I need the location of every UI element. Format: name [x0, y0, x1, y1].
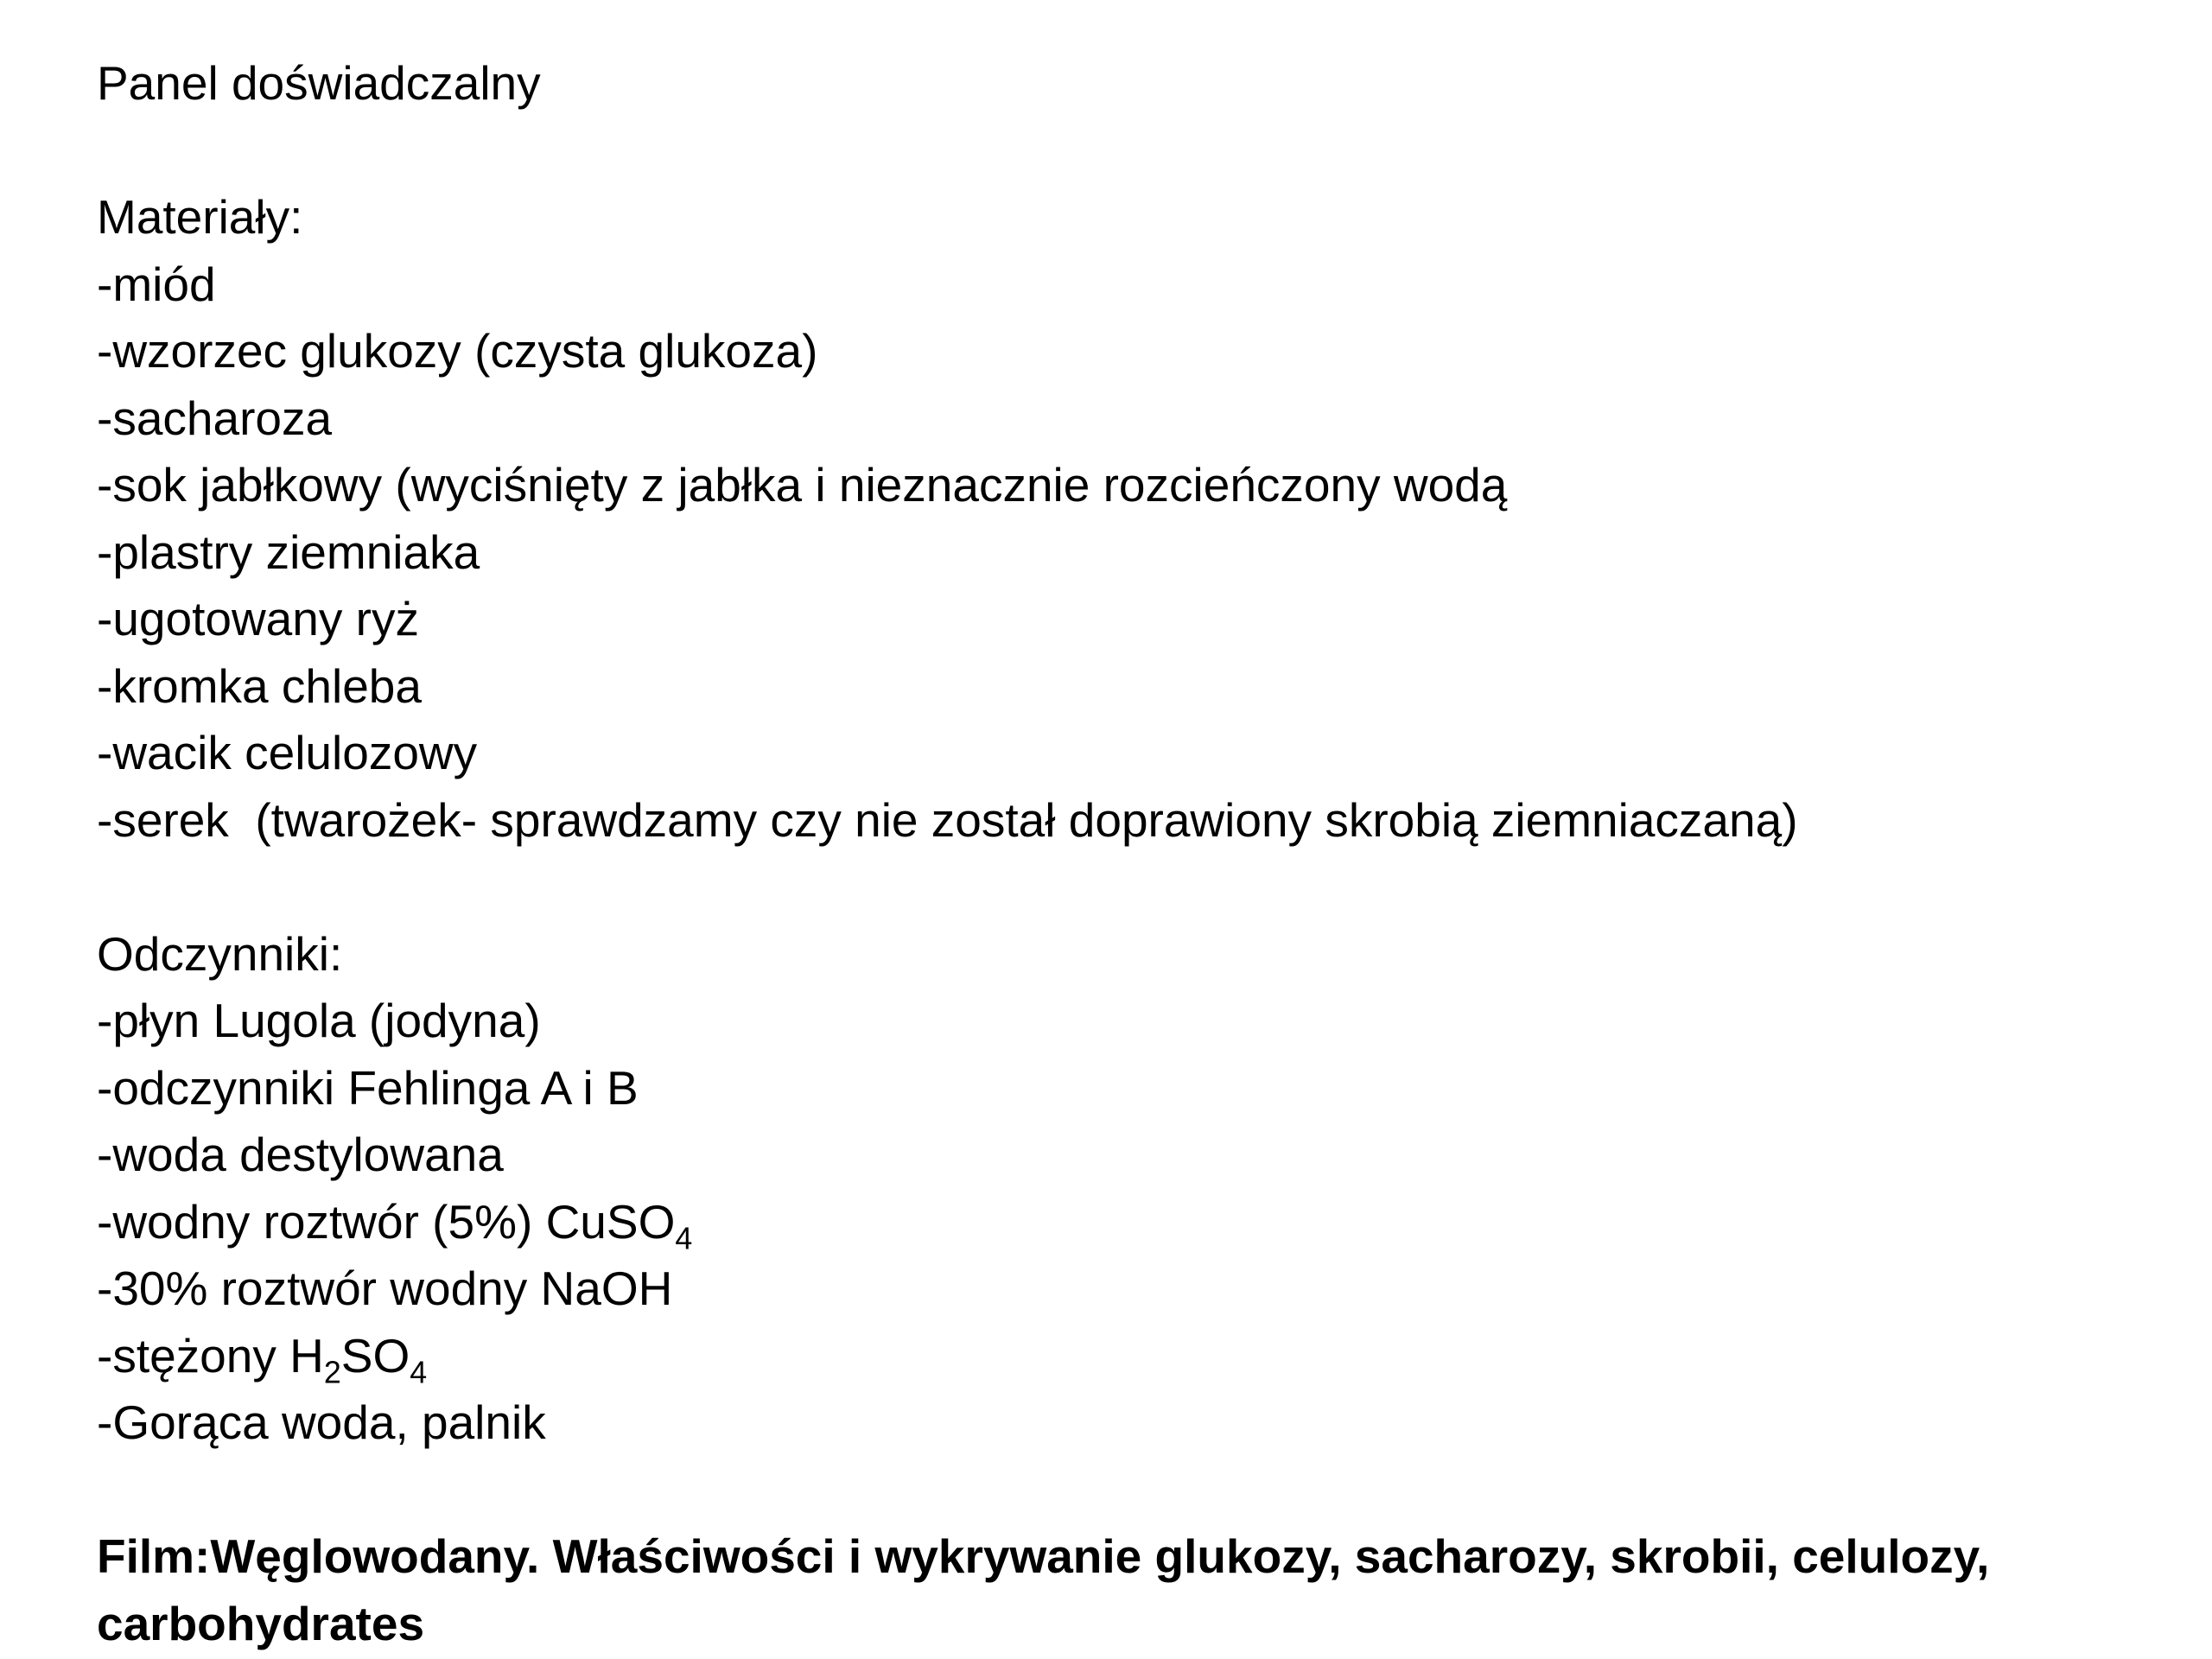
material-item-honey: -miód — [97, 257, 216, 311]
reagent-item-distilled-water: -woda destylowana — [97, 1128, 504, 1181]
reagents-heading: Odczynniki: — [97, 926, 343, 981]
material-item-bread-slice: -kromka chleba — [97, 658, 422, 713]
reagent-item-lugol: -płyn Lugola (jodyna) — [97, 994, 541, 1047]
cuso4-text: -wodny roztwór (5%) CuSO — [97, 1194, 676, 1249]
materials-heading: Materiały: — [97, 190, 303, 244]
material-item-sucrose: -sacharoza — [97, 391, 333, 445]
material-item-cooked-rice: -ugotowany ryż — [97, 592, 419, 645]
spacer — [97, 1457, 2136, 1524]
reagent-item-naoh: -30% roztwór wodny NaOH — [97, 1262, 673, 1315]
h2so4-text-mid: SO — [340, 1328, 410, 1382]
h2so4-subscript-2: 2 — [323, 1355, 341, 1389]
material-item-cheese: -serek (twarożek- sprawdzamy czy nie został doprawiony skrobią ziemniaczaną) — [97, 792, 1798, 847]
material-item-cellulose-swab: -wacik celulozowy — [97, 726, 478, 779]
reagent-item-hot-water: -Gorąca woda, palnik — [97, 1395, 546, 1449]
h2so4-text-prefix: -stężony H — [97, 1328, 324, 1382]
reagent-item-h2so4 — [97, 1323, 2136, 1390]
spacer — [97, 854, 2136, 921]
slide-content — [97, 50, 2136, 1657]
spacer — [97, 118, 2136, 185]
h2so4-subscript-4: 4 — [410, 1355, 428, 1389]
reagent-item-fehling: -odczynniki Fehlinga A i B — [97, 1060, 639, 1115]
reagent-item-cuso4 — [97, 1189, 2136, 1256]
material-item-potato-slices: -plastry ziemniaka — [97, 524, 480, 579]
page-title: Panel doświadczalny — [97, 56, 541, 110]
cuso4-subscript: 4 — [675, 1221, 693, 1255]
film-reference: Film:Węglowodany. Właściwości i wykrywanie glukozy, sacharozy, skrobii, celulozy, carbohydrates — [97, 1529, 1990, 1650]
material-item-apple-juice: -sok jabłkowy (wyciśnięty z jabłka i nieznacznie rozcieńczony wodą — [97, 458, 1508, 512]
material-item-glucose-standard: -wzorzec glukozy (czysta glukoza) — [97, 324, 818, 378]
